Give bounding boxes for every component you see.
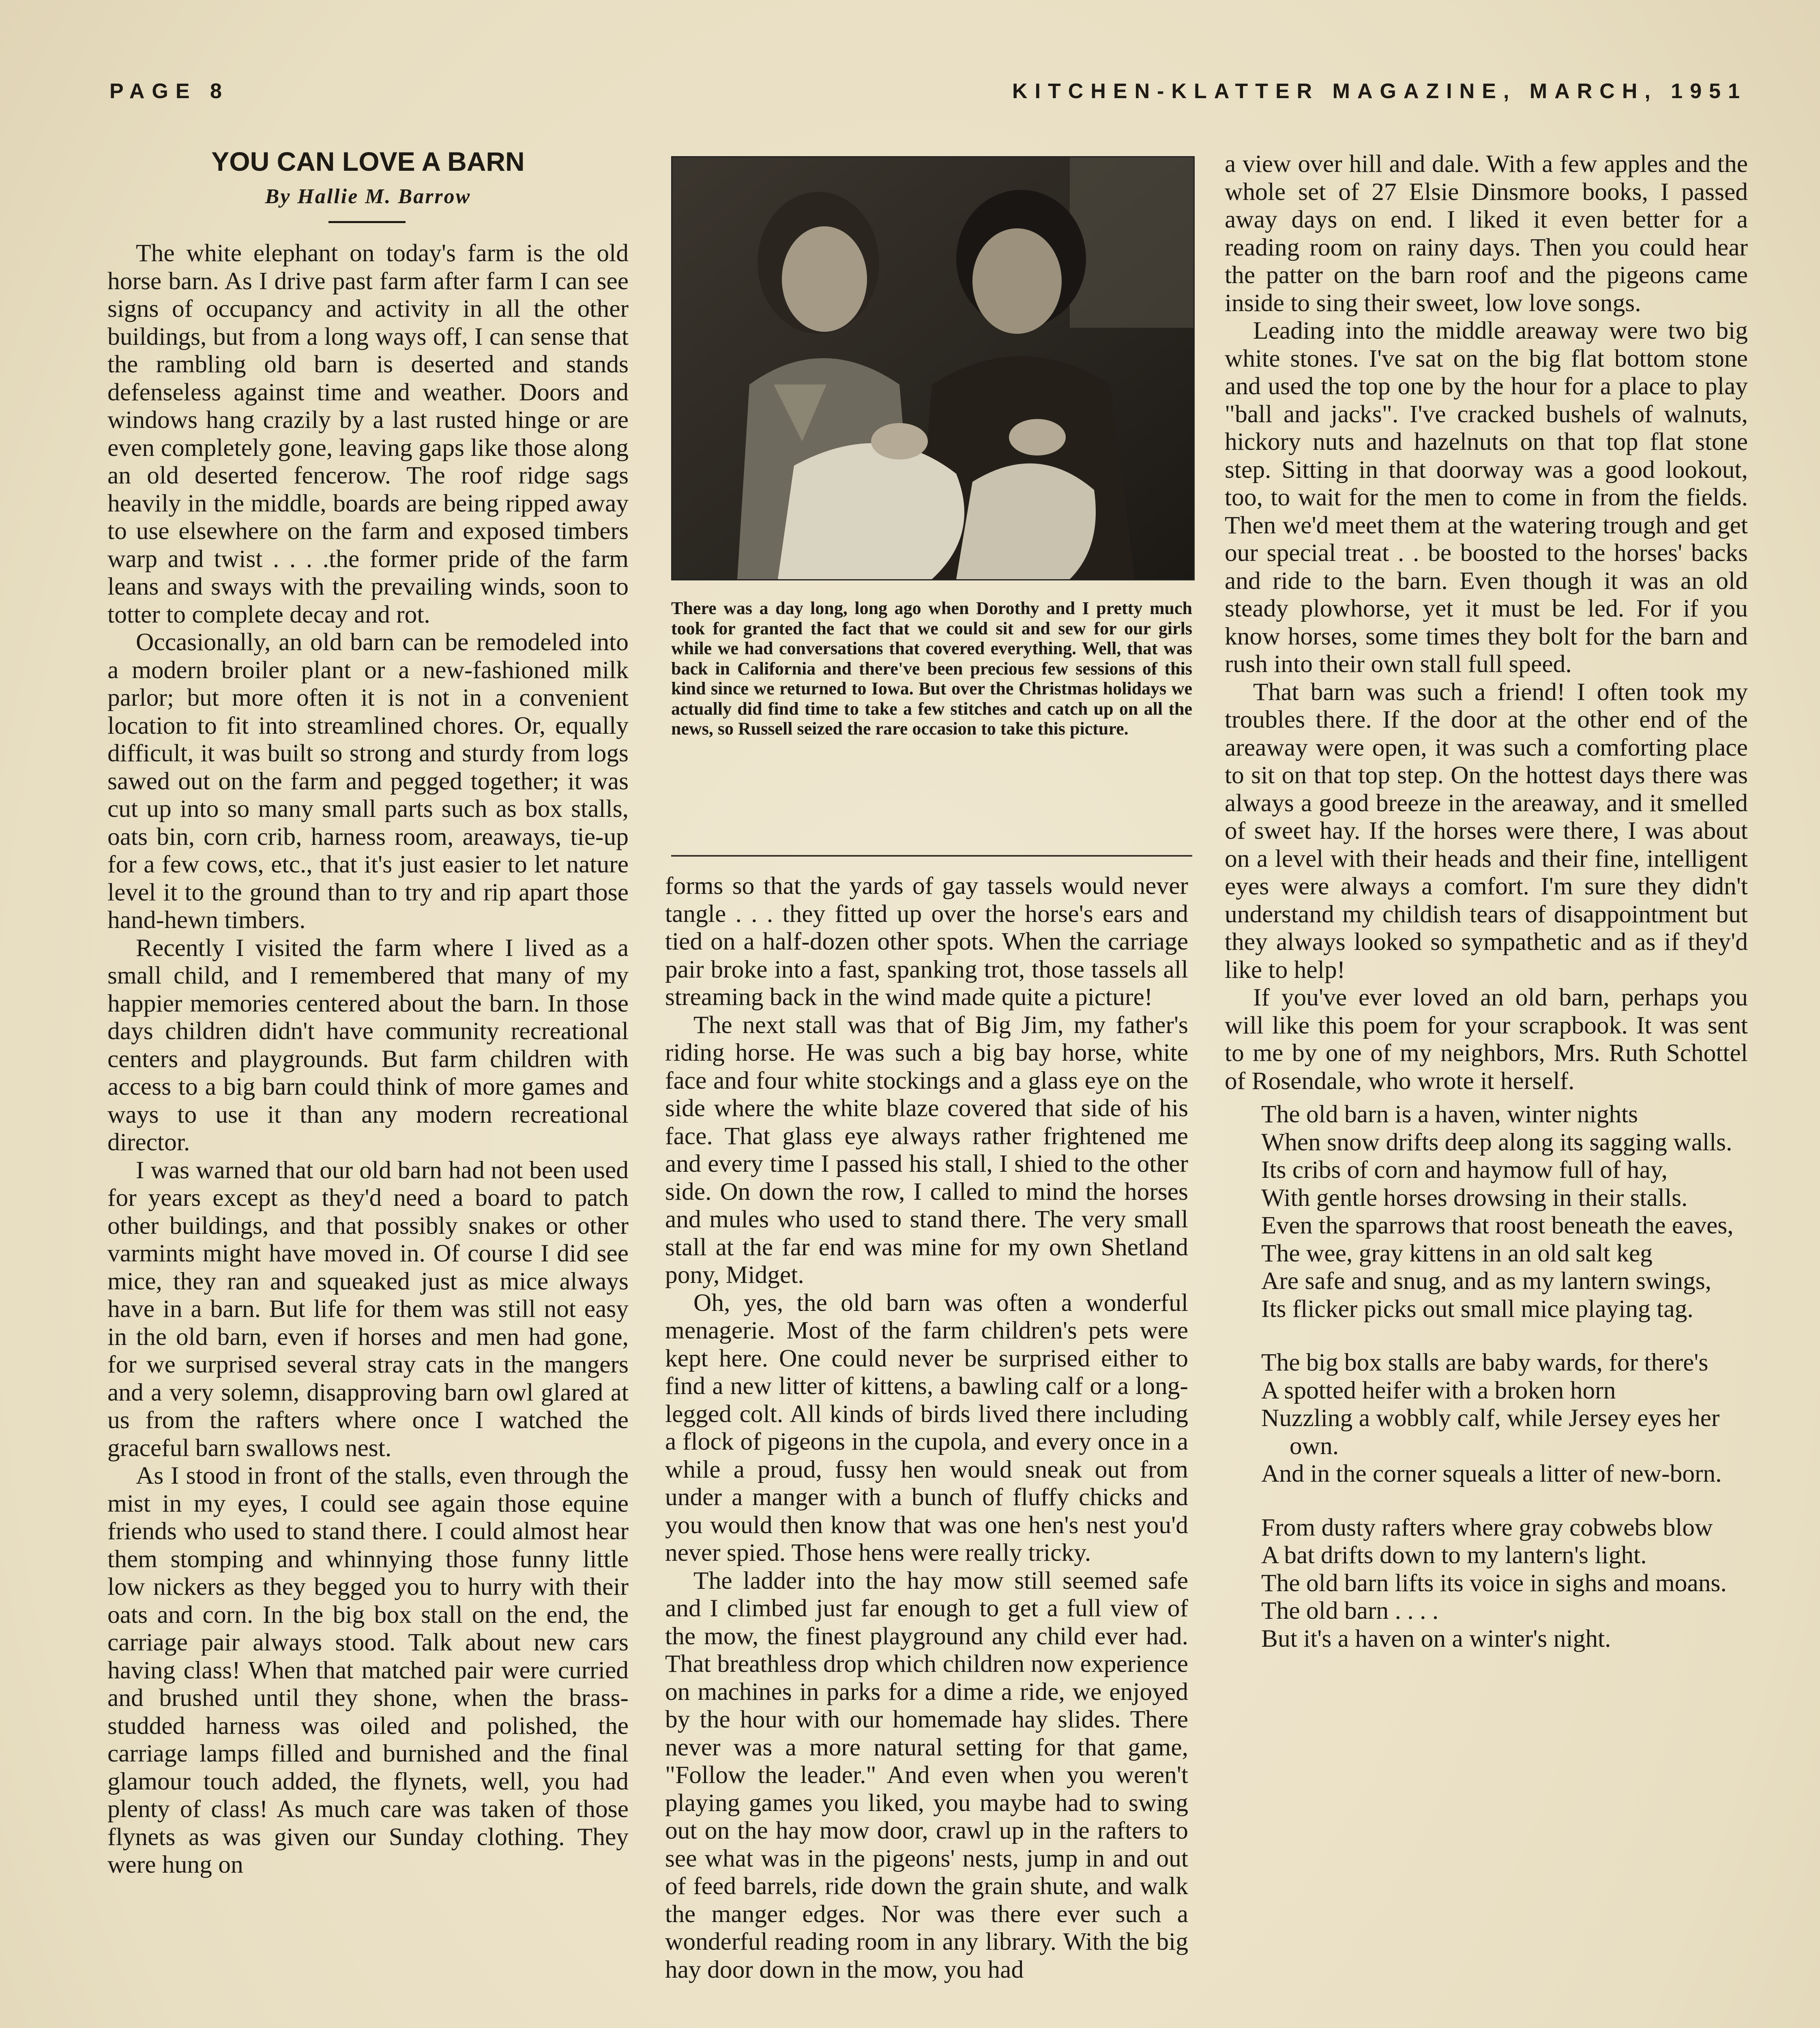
- page-number: PAGE 8: [109, 79, 229, 103]
- paragraph: As I stood in front of the stalls, even through the mist in my eyes, I could see again those equine friends who used to stand there. I could almost hear them stomping and whinnying those funny little low nickers as they begged you to hurry with their oats and corn. In the big box stall on the end, the carriage pair always stood. Talk about new cars having class! When that matched pair were curried and brushed until they shone, when the brass-studded harness was oiled and polished, the carriage lamps filled and burnished and the final glamour touch added, the flynets, well, you had plenty of class! As much care was taken of those flynets as was given our Sunday clothing. They were hung on: [107, 1462, 629, 1878]
- magazine-title-date: KITCHEN-KLATTER MAGAZINE, MARCH, 1951: [1012, 79, 1747, 103]
- column-3: [1225, 150, 1748, 2028]
- poem-line: The big box stalls are baby wards, for there's: [1261, 1349, 1708, 1376]
- paragraph: Leading into the middle areaway were two big white stones. I've sat on the big flat bottom stone and used the top one by the hour for a place to play "ball and jacks". I've cracked bushels of walnuts, hickory nuts and hazelnuts on that top flat stone step. Sitting in that doorway was a good lookout, too, to wait for the men to come in from the fields. Then we'd meet them at the watering trough and get our special treat . . be boosted to the horses' backs and ride to the barn. Even though it was an old steady plowhorse, yet it must be led. For if you know horses, some times they bolt for the barn and rush into their own stall full speed.: [1225, 317, 1748, 678]
- poem-line: Are safe and snug, and as my lantern swings,: [1261, 1267, 1712, 1295]
- poem-line: Even the sparrows that roost beneath the eaves,: [1261, 1212, 1734, 1239]
- poem-line: Its flicker picks out small mice playing tag.: [1261, 1295, 1693, 1323]
- title-rule: [328, 221, 406, 223]
- poem-line: The old barn lifts its voice in sighs and moans.: [1261, 1569, 1727, 1597]
- paragraph: Oh, yes, the old barn was often a wonderful menagerie. Most of the farm children's pets were kept here. One could never be surprised either to find a new litter of kittens, a bawling calf or a long-legged colt. All kinds of birds lived there including a flock of pigeons in the cupola, and every once in a while a proud, fussy hen would sneak out from under a manger with a bunch of fluffy chicks and you would then know that was one hen's nest you'd never spied. Those hens were really tricky.: [665, 1289, 1188, 1566]
- article-title: YOU CAN LOVE A BARN: [211, 146, 525, 176]
- page-header: [109, 79, 1747, 116]
- poem-line: But it's a haven on a winter's night.: [1261, 1624, 1611, 1652]
- paragraph: forms so that the yards of gay tassels would never tangle . . . they fitted up over the horse's ears and tied on a half-dozen other spots. When the carriage pair broke into a fast, spanking trot, those tassels all streaming back in the wind made quite a picture!: [665, 872, 1188, 1011]
- poem-line: And in the corner squeals a litter of new-born.: [1261, 1460, 1722, 1487]
- column-2: [665, 872, 1188, 2028]
- poem-stanza: [1225, 1349, 1748, 1488]
- paragraph: The ladder into the hay mow still seemed safe and I climbed just far enough to get a full view of the mow, the finest playground any child ever had. That breathless drop which children now experience on machines in parks for a dime a ride, we enjoyed by the hour with our homemade hay slides. There never was a more natural setting for that game, "Follow the leader." And even when you weren't playing games you liked, you maybe had to swing out on the hay mow door, crawl up in the rafters to see what was in the pigeons' nests, jump in and out of feed barrels, ride down the grain shute, and walk the manger edges. Nor was there ever such a wonderful reading room in any library. With the big hay door down in the mow, you had: [665, 1566, 1188, 1983]
- paragraph: a view over hill and dale. With a few apples and the whole set of 27 Elsie Dinsmore books, I passed away days on end. I liked it even better for a reading room on rainy days. Then you could hear the patter on the barn roof and the pigeons came inside to sing their sweet, low love songs.: [1225, 150, 1748, 317]
- photo-two-women-sewing: [671, 156, 1195, 580]
- article-byline: By Hallie M. Barrow: [265, 185, 471, 208]
- paragraph: Recently I visited the farm where I lived as a small child, and I remembered that many of my happier memories centered about the barn. In those days children didn't have community recreational centers and playgrounds. But farm children with access to a big barn could think of more games and ways to use it than any modern recreational director.: [107, 934, 629, 1156]
- poem-line: Its cribs of corn and haymow full of hay,: [1261, 1156, 1668, 1184]
- paragraph: I was warned that our old barn had not been used for years except as they'd need a board to patch other buildings, and that possibly snakes or other varmints might have moved in. Of course I did see mice, they ran and squeaked just as mice always have in a barn. But life for them was still not easy in the old barn, even if horses and men had gone, for we surprised several stray cats in the mangers and a very solemn, disapproving barn owl glared at us from the rafters where once I watched the graceful barn swallows nest.: [107, 1156, 629, 1462]
- paragraph: Occasionally, an old barn can be remodeled into a modern broiler plant or a new-fashioned milk parlor; but more often it is not in a convenient location to fit into streamlined chores. Or, equally difficult, it was built so strong and sturdy from logs sawed out on the farm and pegged together; it was cut up into so many small parts such as box stalls, oats bin, corn crib, harness room, areaways, tie-up for a few cows, etc., that it's just easier to let nature level it to the ground than to try and rip apart those hand-hewn timbers.: [107, 628, 629, 934]
- poem-line: The old barn . . . .: [1261, 1597, 1439, 1624]
- poem: [1225, 1100, 1748, 1652]
- paragraph: If you've ever loved an old barn, perhaps you will like this poem for your scrapbook. It was sent to me by one of my neighbors, Mrs. Ruth Schottel of Rosendale, who wrote it herself.: [1225, 984, 1748, 1095]
- poem-line: A spotted heifer with a broken horn: [1261, 1376, 1616, 1404]
- photo-caption: There was a day long, long ago when Dorothy and I pretty much took for granted the fact that we could sit and sew for our girls while we had conversations that covered everything. Well, that was back in California and there've been precious few sessions of this kind since we returned to Iowa. But over the Christmas holidays we actually did find time to take a few stitches and catch up on all the news, so Russell seized the rare occasion to take this picture.: [671, 598, 1192, 739]
- poem-line: When snow drifts deep along its sagging walls.: [1261, 1128, 1732, 1156]
- poem-stanza: [1225, 1100, 1748, 1323]
- paragraph: That barn was such a friend! I often took my troubles there. If the door at the other end of the areaway were open, it was such a comforting place to sit on that top step. On the hottest days there was always a good breeze in the areaway, and it smelled of sweet hay. If the horses were there, I was about on a level with their heads and their fine, intelligent eyes were always a comfort. I'm sure they didn't understand my childish tears of disappointment but they always looked so sympathetic and as if they'd like to help!: [1225, 678, 1748, 984]
- poem-line: A bat drifts down to my lantern's light.: [1261, 1541, 1647, 1569]
- photo-illustration: [672, 157, 1193, 579]
- poem-line: From dusty rafters where gray cobwebs blow: [1261, 1513, 1713, 1541]
- poem-line: Nuzzling a wobbly calf, while Jersey eyes her own.: [1261, 1404, 1720, 1460]
- caption-rule: [671, 855, 1192, 857]
- poem-line: The wee, gray kittens in an old salt keg: [1261, 1239, 1653, 1267]
- paragraph: The next stall was that of Big Jim, my father's riding horse. He was such a big bay horse, white face and four white stockings and a glass eye on the side where the white blaze covered that side of his face. That glass eye always rather frightened me and every time I passed his stall, I shied to the other side. On down the row, I called to mind the horses and mules who used to stand there. The very small stall at the far end was mine for my own Shetland pony, Midget.: [665, 1011, 1188, 1289]
- paragraph: The white elephant on today's farm is the old horse barn. As I drive past farm after farm I can see signs of occupancy and activity in all the other buildings, but from a long ways off, I can sense that the rambling old barn is deserted and stands defenseless against time and weather. Doors and windows hang crazily by a last rusted hinge or are even completely gone, leaving gaps like those along an old deserted fencerow. The roof ridge sags heavily in the middle, boards are being ripped away to use elsewhere on the farm and exposed timbers warp and twist . . . .the former pride of the farm leans and sways with the prevailing winds, soon to totter to complete decay and rot.: [107, 239, 629, 628]
- poem-line: With gentle horses drowsing in their stalls.: [1261, 1184, 1688, 1212]
- poem-line: The old barn is a haven, winter nights: [1261, 1100, 1638, 1128]
- column-1: [107, 239, 629, 2028]
- poem-stanza: [1225, 1514, 1748, 1653]
